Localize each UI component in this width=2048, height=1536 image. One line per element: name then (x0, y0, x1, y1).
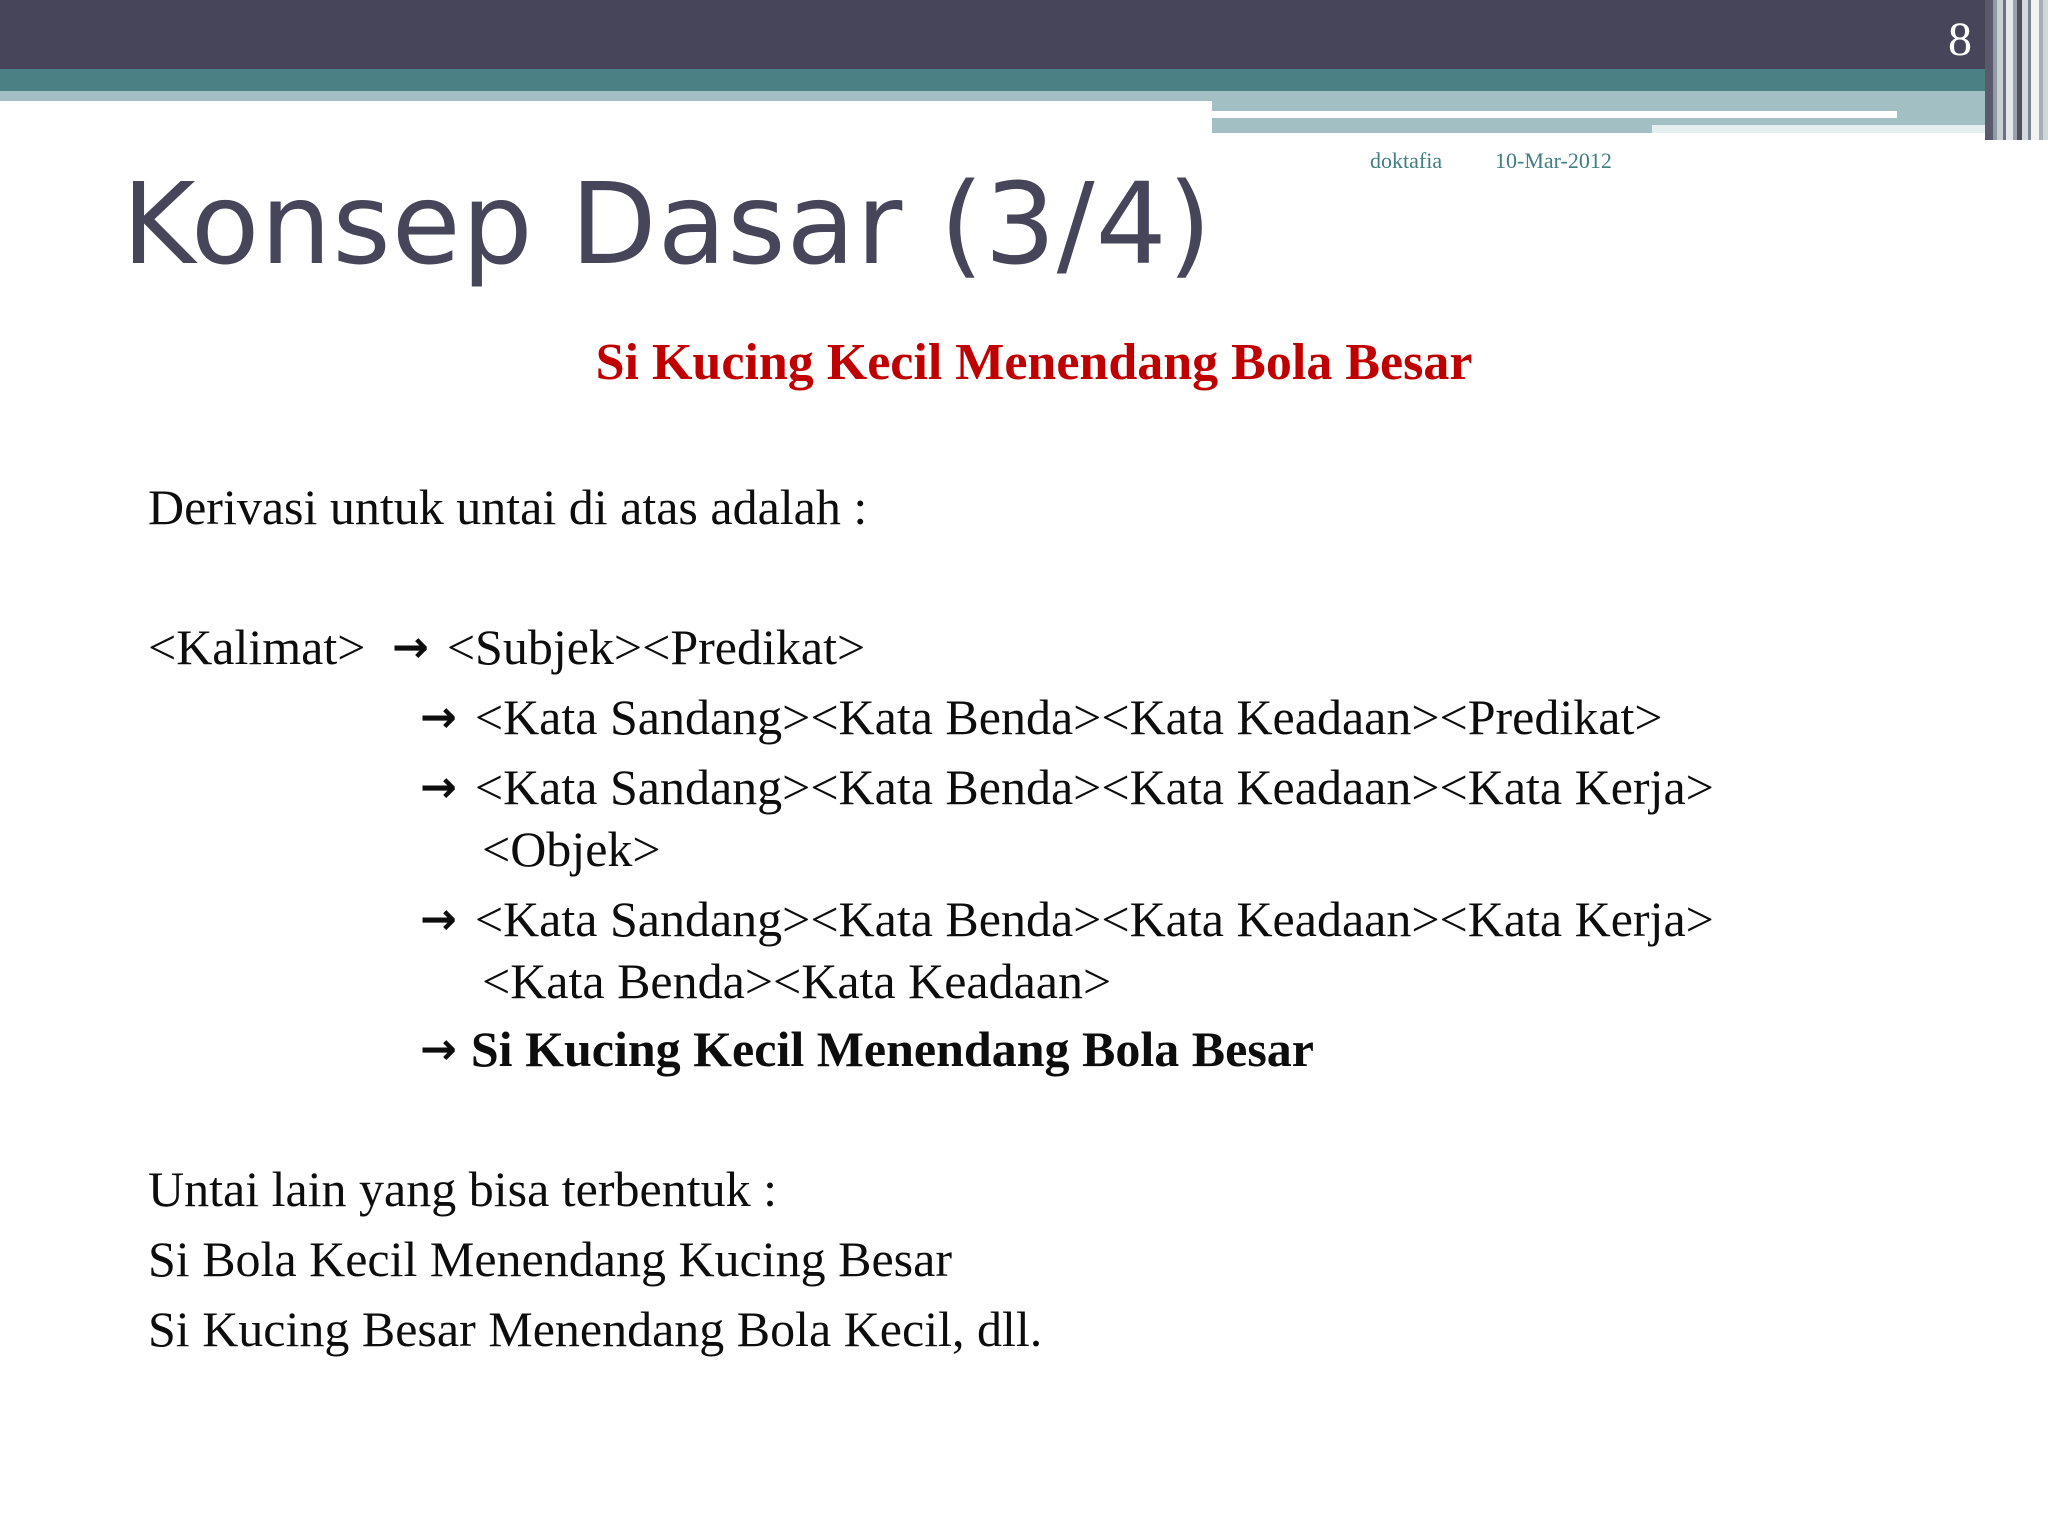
derivation-step-3-b: <Objek> (482, 821, 661, 877)
date-label: 10-Mar-2012 (1495, 148, 1612, 173)
derivation-step-1: <Subjek><Predikat> (446, 619, 866, 675)
author-label: doktafia (1370, 148, 1443, 173)
intro-text: Derivasi untuk untai di atas adalah : (148, 479, 868, 535)
derivation-result: Si Kucing Kecil Menendang Bola Besar (470, 1021, 1314, 1077)
derivation-step-4-b: <Kata Benda><Kata Keadaan> (482, 953, 1112, 1009)
header-band-dark (0, 0, 1985, 69)
arrow-right-icon: → (420, 1024, 457, 1075)
arrow-right-icon: → (420, 692, 457, 743)
derivation-line-1 (148, 618, 865, 676)
derivation-line-4 (420, 890, 1714, 948)
other-heading: Untai lain yang bisa terbentuk : (148, 1161, 778, 1217)
derivation-line-5 (420, 1020, 1314, 1078)
derivation-line-3 (420, 758, 1714, 816)
header-white-line (1212, 111, 1897, 118)
other-string-1: Si Bola Kecil Menendang Kucing Besar (148, 1231, 952, 1287)
other-string-2: Si Kucing Besar Menendang Bola Kecil, dll. (148, 1301, 1043, 1357)
derivation-step-4-a: <Kata Sandang><Kata Benda><Kata Keadaan><Kata Kerja> (474, 891, 1714, 947)
slide-title: Konsep Dasar (3/4) (122, 160, 1213, 290)
header-band-teal (0, 69, 1985, 91)
arrow-right-icon: → (391, 622, 429, 673)
derivation-step-3-a: <Kata Sandang><Kata Benda><Kata Keadaan><Kata Kerja> (474, 759, 1714, 815)
slide-subtitle: Si Kucing Kecil Menendang Bola Besar (595, 334, 1473, 391)
arrow-right-icon: → (420, 762, 457, 813)
header-white-line-2 (1652, 125, 1985, 133)
header-vertical-stripes (1985, 0, 2048, 140)
derivation-line-2 (420, 688, 1663, 746)
start-symbol: <Kalimat> (148, 619, 366, 675)
page-number: 8 (1948, 13, 1972, 66)
header-band-light (0, 91, 1212, 101)
derivation-step-2: <Kata Sandang><Kata Benda><Kata Keadaan><Predikat> (474, 689, 1663, 745)
arrow-right-icon: → (420, 894, 457, 945)
